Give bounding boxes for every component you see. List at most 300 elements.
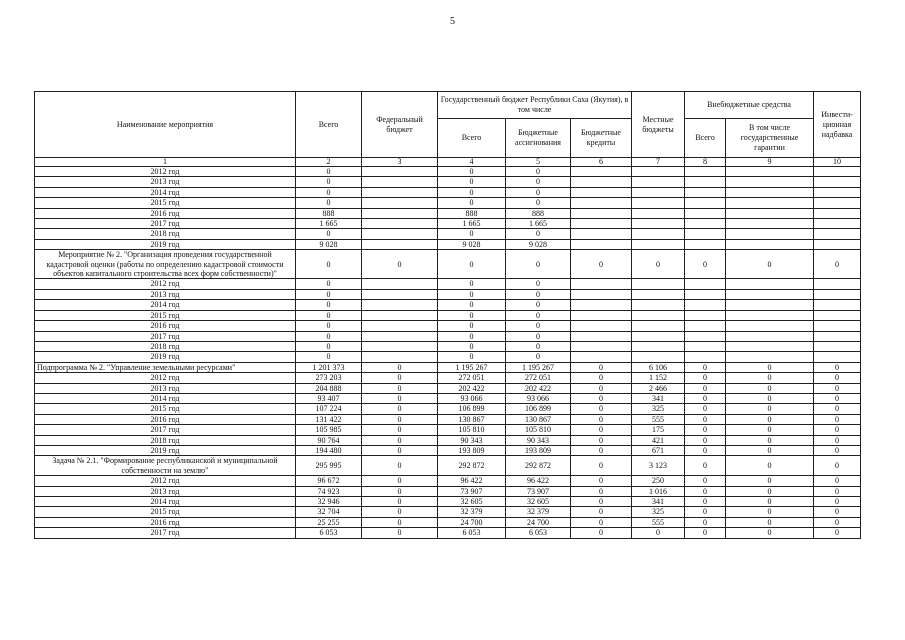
cell-local: 175: [632, 425, 685, 435]
cell-guarantees: 0: [726, 393, 814, 403]
cell-investment: [814, 279, 861, 289]
cell-federal: 0: [362, 373, 438, 383]
cell-allocations: 0: [506, 289, 571, 299]
cell-extra-total: [685, 229, 726, 239]
cell-local: 325: [632, 507, 685, 517]
cell-investment: [814, 198, 861, 208]
cell-total: 0: [296, 300, 362, 310]
cell-republic-total: 1 195 267: [438, 362, 506, 372]
row-name: 2015 год: [35, 404, 296, 414]
cell-federal: [362, 208, 438, 218]
cell-allocations: 0: [506, 352, 571, 362]
cell-federal: 0: [362, 393, 438, 403]
cell-republic-total: 6 053: [438, 528, 506, 538]
cell-investment: [814, 187, 861, 197]
column-number: 4: [438, 158, 506, 167]
header-republic-group: Государственный бюджет Республики Саха (Якутия), в том числе: [438, 92, 632, 119]
cell-extra-total: [685, 279, 726, 289]
cell-allocations: 1 665: [506, 219, 571, 229]
cell-credits: [571, 187, 632, 197]
cell-allocations: 96 422: [506, 476, 571, 486]
column-number: 9: [726, 158, 814, 167]
cell-republic-total: 0: [438, 198, 506, 208]
cell-republic-total: 0: [438, 310, 506, 320]
cell-guarantees: 0: [726, 414, 814, 424]
cell-guarantees: 0: [726, 425, 814, 435]
header-extra-total: Всего: [685, 119, 726, 158]
column-number: 7: [632, 158, 685, 167]
cell-credits: 0: [571, 445, 632, 455]
cell-extra-total: [685, 321, 726, 331]
cell-extra-total: [685, 198, 726, 208]
cell-federal: 0: [362, 528, 438, 538]
column-number: 1: [35, 158, 296, 167]
cell-total: 0: [296, 198, 362, 208]
cell-total: 0: [296, 321, 362, 331]
cell-republic-total: 93 066: [438, 393, 506, 403]
cell-credits: [571, 352, 632, 362]
row-name: 2018 год: [35, 435, 296, 445]
row-name: 2015 год: [35, 507, 296, 517]
cell-guarantees: 0: [726, 373, 814, 383]
table-row: [35, 279, 861, 289]
cell-guarantees: [726, 229, 814, 239]
cell-credits: 0: [571, 435, 632, 445]
cell-extra-total: 0: [685, 362, 726, 372]
cell-federal: [362, 310, 438, 320]
cell-guarantees: 0: [726, 507, 814, 517]
table-row: [35, 198, 861, 208]
cell-federal: [362, 331, 438, 341]
cell-extra-total: [685, 167, 726, 177]
cell-investment: 0: [814, 456, 861, 476]
header-total: Всего: [296, 92, 362, 158]
row-name: 2017 год: [35, 219, 296, 229]
table-row: [35, 289, 861, 299]
cell-guarantees: 0: [726, 362, 814, 372]
cell-allocations: 24 700: [506, 517, 571, 527]
table-row: [35, 219, 861, 229]
cell-republic-total: 292 872: [438, 456, 506, 476]
cell-republic-total: 105 810: [438, 425, 506, 435]
cell-local: [632, 177, 685, 187]
cell-allocations: 32 605: [506, 497, 571, 507]
cell-republic-total: 9 028: [438, 239, 506, 249]
cell-allocations: 0: [506, 198, 571, 208]
row-name: 2014 год: [35, 393, 296, 403]
cell-guarantees: 0: [726, 486, 814, 496]
cell-investment: 0: [814, 528, 861, 538]
cell-federal: [362, 198, 438, 208]
cell-investment: [814, 208, 861, 218]
cell-local: 250: [632, 476, 685, 486]
cell-local: [632, 229, 685, 239]
cell-local: [632, 167, 685, 177]
cell-total: 131 422: [296, 414, 362, 424]
cell-extra-total: [685, 177, 726, 187]
cell-total: 1 665: [296, 219, 362, 229]
cell-total: 25 255: [296, 517, 362, 527]
cell-federal: 0: [362, 497, 438, 507]
column-number: 8: [685, 158, 726, 167]
cell-investment: 0: [814, 250, 861, 279]
cell-republic-total: 272 051: [438, 373, 506, 383]
column-numbers-row: [35, 158, 861, 167]
cell-total: 204 888: [296, 383, 362, 393]
cell-extra-total: 0: [685, 445, 726, 455]
cell-investment: 0: [814, 373, 861, 383]
cell-extra-total: 0: [685, 517, 726, 527]
cell-local: 421: [632, 435, 685, 445]
cell-local: [632, 341, 685, 351]
table-row: [35, 187, 861, 197]
column-number: 6: [571, 158, 632, 167]
cell-allocations: 106 899: [506, 404, 571, 414]
cell-allocations: 272 051: [506, 373, 571, 383]
cell-local: 0: [632, 528, 685, 538]
cell-extra-total: 0: [685, 414, 726, 424]
cell-local: [632, 310, 685, 320]
cell-investment: [814, 341, 861, 351]
cell-extra-total: [685, 352, 726, 362]
cell-credits: 0: [571, 425, 632, 435]
cell-credits: 0: [571, 250, 632, 279]
cell-federal: 0: [362, 517, 438, 527]
row-name: 2015 год: [35, 198, 296, 208]
cell-guarantees: [726, 352, 814, 362]
cell-guarantees: 0: [726, 383, 814, 393]
cell-allocations: 0: [506, 321, 571, 331]
cell-credits: [571, 177, 632, 187]
header-republic-allocations: Бюджетные ассигнования: [506, 119, 571, 158]
cell-total: 0: [296, 250, 362, 279]
cell-republic-total: 888: [438, 208, 506, 218]
cell-investment: [814, 289, 861, 299]
cell-credits: 0: [571, 517, 632, 527]
cell-extra-total: [685, 208, 726, 218]
header-extra-guarantees: В том числе государственные гарантии: [726, 119, 814, 158]
cell-republic-total: 193 809: [438, 445, 506, 455]
row-name: 2014 год: [35, 187, 296, 197]
header-investment: Инвести-ционная надбавка: [814, 92, 861, 158]
row-name: Подпрограмма № 2. "Управление земельными ресурсами": [35, 362, 296, 372]
row-name: 2013 год: [35, 486, 296, 496]
cell-credits: 0: [571, 486, 632, 496]
cell-guarantees: [726, 341, 814, 351]
cell-local: [632, 289, 685, 299]
cell-guarantees: 0: [726, 404, 814, 414]
table-row: [35, 239, 861, 249]
cell-credits: 0: [571, 393, 632, 403]
cell-republic-total: 202 422: [438, 383, 506, 393]
cell-allocations: 130 867: [506, 414, 571, 424]
cell-investment: [814, 239, 861, 249]
cell-credits: [571, 310, 632, 320]
cell-local: [632, 279, 685, 289]
cell-allocations: 0: [506, 229, 571, 239]
cell-extra-total: [685, 341, 726, 351]
cell-local: 1 016: [632, 486, 685, 496]
row-name: 2016 год: [35, 208, 296, 218]
cell-local: 341: [632, 393, 685, 403]
row-name: 2017 год: [35, 331, 296, 341]
cell-investment: 0: [814, 393, 861, 403]
cell-federal: 0: [362, 486, 438, 496]
cell-guarantees: 0: [726, 497, 814, 507]
cell-local: [632, 198, 685, 208]
cell-investment: 0: [814, 476, 861, 486]
table-row: [35, 528, 861, 538]
cell-republic-total: 73 907: [438, 486, 506, 496]
cell-allocations: 0: [506, 177, 571, 187]
cell-federal: [362, 279, 438, 289]
cell-extra-total: 0: [685, 507, 726, 517]
cell-local: [632, 208, 685, 218]
cell-extra-total: 0: [685, 393, 726, 403]
table-row: [35, 414, 861, 424]
table-row: [35, 383, 861, 393]
cell-extra-total: 0: [685, 383, 726, 393]
cell-investment: [814, 300, 861, 310]
table-row: [35, 404, 861, 414]
table-row: [35, 167, 861, 177]
row-name: 2019 год: [35, 352, 296, 362]
cell-investment: 0: [814, 486, 861, 496]
cell-allocations: 0: [506, 341, 571, 351]
cell-local: 555: [632, 517, 685, 527]
table-row: [35, 250, 861, 279]
cell-credits: [571, 300, 632, 310]
cell-federal: [362, 229, 438, 239]
cell-local: [632, 300, 685, 310]
cell-republic-total: 130 867: [438, 414, 506, 424]
cell-credits: 0: [571, 528, 632, 538]
cell-allocations: 202 422: [506, 383, 571, 393]
cell-federal: [362, 239, 438, 249]
cell-local: 341: [632, 497, 685, 507]
table-row: [35, 476, 861, 486]
cell-federal: 0: [362, 456, 438, 476]
cell-allocations: 0: [506, 300, 571, 310]
cell-investment: 0: [814, 425, 861, 435]
cell-allocations: 93 066: [506, 393, 571, 403]
cell-investment: [814, 352, 861, 362]
cell-extra-total: 0: [685, 373, 726, 383]
cell-federal: 0: [362, 383, 438, 393]
row-name: 2013 год: [35, 177, 296, 187]
page-number: 5: [450, 16, 455, 27]
cell-federal: 0: [362, 414, 438, 424]
cell-investment: 0: [814, 507, 861, 517]
cell-extra-total: 0: [685, 435, 726, 445]
cell-republic-total: 106 899: [438, 404, 506, 414]
cell-investment: 0: [814, 414, 861, 424]
cell-guarantees: 0: [726, 517, 814, 527]
cell-extra-total: [685, 289, 726, 299]
table-row: [35, 486, 861, 496]
cell-total: 0: [296, 167, 362, 177]
cell-allocations: 193 809: [506, 445, 571, 455]
cell-guarantees: [726, 177, 814, 187]
cell-federal: [362, 219, 438, 229]
cell-extra-total: [685, 331, 726, 341]
row-name: 2014 год: [35, 497, 296, 507]
cell-federal: 0: [362, 435, 438, 445]
cell-guarantees: [726, 208, 814, 218]
row-name: 2012 год: [35, 167, 296, 177]
cell-allocations: 9 028: [506, 239, 571, 249]
cell-total: 9 028: [296, 239, 362, 249]
table-row: [35, 208, 861, 218]
table-row: [35, 425, 861, 435]
cell-credits: [571, 279, 632, 289]
cell-allocations: 0: [506, 279, 571, 289]
cell-republic-total: 0: [438, 250, 506, 279]
row-name: 2019 год: [35, 445, 296, 455]
cell-federal: [362, 187, 438, 197]
row-name: 2017 год: [35, 528, 296, 538]
row-name: 2019 год: [35, 239, 296, 249]
cell-investment: 0: [814, 517, 861, 527]
cell-credits: [571, 331, 632, 341]
cell-local: [632, 352, 685, 362]
cell-republic-total: 90 343: [438, 435, 506, 445]
cell-federal: [362, 289, 438, 299]
cell-extra-total: 0: [685, 528, 726, 538]
cell-investment: 0: [814, 435, 861, 445]
cell-federal: 0: [362, 362, 438, 372]
cell-guarantees: [726, 331, 814, 341]
cell-extra-total: 0: [685, 486, 726, 496]
cell-allocations: 90 343: [506, 435, 571, 445]
row-name: 2016 год: [35, 414, 296, 424]
cell-guarantees: 0: [726, 435, 814, 445]
table-row: [35, 229, 861, 239]
cell-extra-total: 0: [685, 456, 726, 476]
column-number: 5: [506, 158, 571, 167]
cell-republic-total: 32 379: [438, 507, 506, 517]
row-name: 2018 год: [35, 229, 296, 239]
cell-credits: [571, 341, 632, 351]
cell-republic-total: 0: [438, 187, 506, 197]
cell-guarantees: [726, 239, 814, 249]
cell-local: 3 123: [632, 456, 685, 476]
cell-guarantees: [726, 310, 814, 320]
cell-investment: 0: [814, 497, 861, 507]
cell-republic-total: 0: [438, 300, 506, 310]
cell-extra-total: 0: [685, 425, 726, 435]
cell-total: 0: [296, 187, 362, 197]
cell-federal: [362, 177, 438, 187]
cell-allocations: 888: [506, 208, 571, 218]
cell-allocations: 0: [506, 187, 571, 197]
header-local: Местные бюджеты: [632, 92, 685, 158]
column-number: 2: [296, 158, 362, 167]
cell-credits: 0: [571, 373, 632, 383]
cell-investment: [814, 167, 861, 177]
cell-extra-total: 0: [685, 404, 726, 414]
cell-total: 6 053: [296, 528, 362, 538]
cell-credits: [571, 239, 632, 249]
cell-guarantees: 0: [726, 476, 814, 486]
cell-republic-total: 0: [438, 279, 506, 289]
cell-allocations: 105 810: [506, 425, 571, 435]
cell-total: 0: [296, 341, 362, 351]
row-name: 2013 год: [35, 383, 296, 393]
cell-total: 74 923: [296, 486, 362, 496]
cell-credits: [571, 229, 632, 239]
cell-extra-total: [685, 300, 726, 310]
cell-investment: 0: [814, 445, 861, 455]
table-row: [35, 373, 861, 383]
cell-total: 96 672: [296, 476, 362, 486]
row-name: 2012 год: [35, 476, 296, 486]
cell-investment: [814, 310, 861, 320]
cell-republic-total: 0: [438, 177, 506, 187]
cell-total: 107 224: [296, 404, 362, 414]
cell-total: 32 704: [296, 507, 362, 517]
cell-allocations: 0: [506, 331, 571, 341]
cell-republic-total: 0: [438, 352, 506, 362]
row-name: 2018 год: [35, 341, 296, 351]
column-number: 3: [362, 158, 438, 167]
table-row: [35, 331, 861, 341]
cell-local: 6 106: [632, 362, 685, 372]
cell-credits: [571, 198, 632, 208]
cell-total: 273 203: [296, 373, 362, 383]
cell-total: 0: [296, 310, 362, 320]
row-name: 2016 год: [35, 517, 296, 527]
cell-extra-total: [685, 219, 726, 229]
cell-investment: 0: [814, 383, 861, 393]
cell-total: 0: [296, 289, 362, 299]
column-number: 10: [814, 158, 861, 167]
cell-local: [632, 239, 685, 249]
row-name: 2013 год: [35, 289, 296, 299]
table-row: [35, 362, 861, 372]
cell-extra-total: [685, 310, 726, 320]
cell-republic-total: 24 700: [438, 517, 506, 527]
table-row: [35, 435, 861, 445]
cell-investment: 0: [814, 362, 861, 372]
table-row: [35, 507, 861, 517]
cell-total: 0: [296, 229, 362, 239]
cell-federal: [362, 300, 438, 310]
cell-federal: [362, 341, 438, 351]
cell-republic-total: 1 665: [438, 219, 506, 229]
cell-extra-total: [685, 187, 726, 197]
cell-allocations: 0: [506, 250, 571, 279]
cell-guarantees: [726, 300, 814, 310]
cell-republic-total: 0: [438, 229, 506, 239]
cell-federal: [362, 321, 438, 331]
table-row: [35, 310, 861, 320]
row-name: 2017 год: [35, 425, 296, 435]
cell-allocations: 292 872: [506, 456, 571, 476]
cell-credits: 0: [571, 414, 632, 424]
cell-allocations: 0: [506, 310, 571, 320]
cell-extra-total: 0: [685, 250, 726, 279]
cell-credits: 0: [571, 507, 632, 517]
cell-guarantees: 0: [726, 445, 814, 455]
cell-total: 90 764: [296, 435, 362, 445]
cell-republic-total: 0: [438, 167, 506, 177]
cell-extra-total: 0: [685, 476, 726, 486]
table-row: [35, 341, 861, 351]
cell-total: 1 201 373: [296, 362, 362, 372]
header-name: Наименование мероприятия: [35, 92, 296, 158]
table-row: [35, 445, 861, 455]
